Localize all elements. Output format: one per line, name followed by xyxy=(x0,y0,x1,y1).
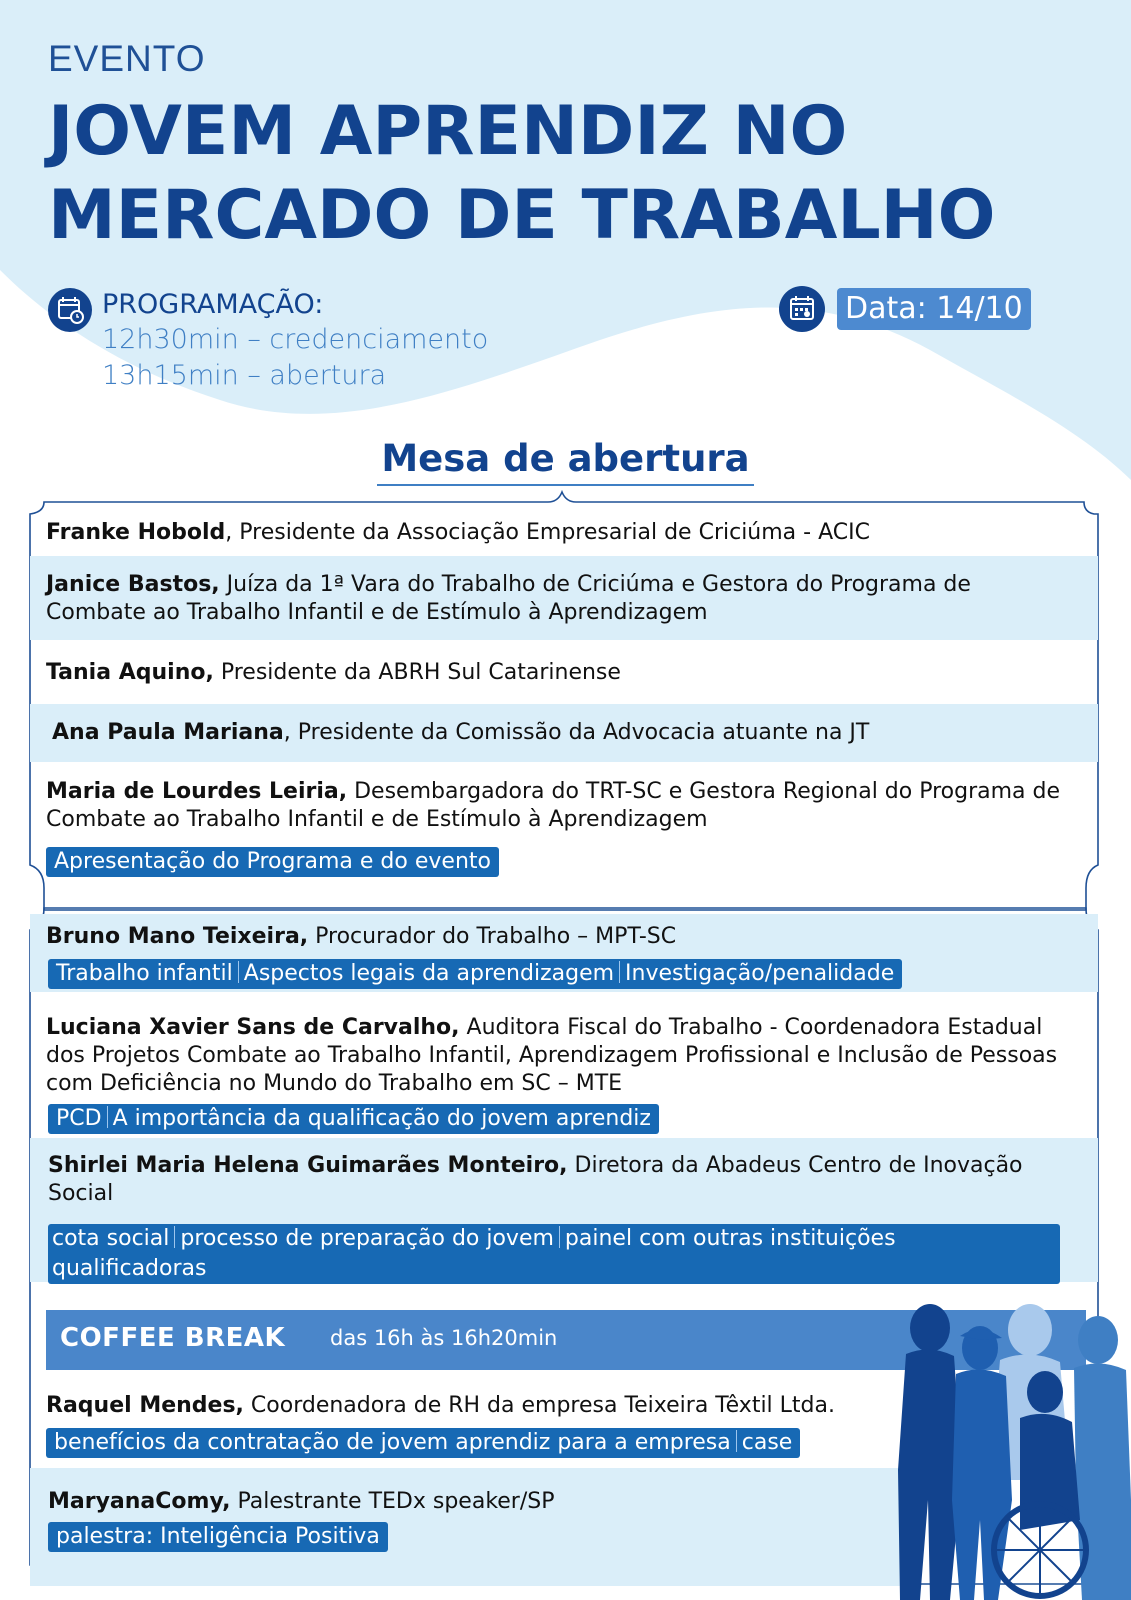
speaker-text xyxy=(46,1014,1076,1098)
topic-tag: cota social xyxy=(52,1226,170,1251)
speaker-text xyxy=(46,571,1076,627)
topic-tags xyxy=(48,1224,1060,1284)
event-title-line-1: JOVEM APRENDIZ NO xyxy=(48,92,848,171)
speaker-text xyxy=(46,659,1076,687)
speaker-role: Juíza da 1ª Vara do Trabalho de Criciúma e Gestora do Programa de Combate ao Trabalho Infantil e de Estímulo à Aprendizagem xyxy=(46,572,971,625)
speaker-role: Diretora da Abadeus Centro de Inovação Social xyxy=(48,1153,1023,1206)
calendar-clock-icon xyxy=(48,288,92,332)
topic-tag: Investigação/penalidade xyxy=(625,961,895,986)
coffee-break-title: COFFEE BREAK xyxy=(60,1323,286,1353)
speaker-row-ana-paula xyxy=(30,704,1098,762)
topic-tags xyxy=(48,1522,388,1552)
speaker-text xyxy=(48,1152,1076,1208)
speaker-name: Bruno Mano Teixeira, xyxy=(46,924,309,949)
schedule-item-abertura: 13h15min – abertura xyxy=(102,360,387,391)
topic-tags xyxy=(46,847,499,877)
topic-tag: PCD xyxy=(56,1106,102,1131)
speaker-text xyxy=(46,778,1076,834)
calendar-icon xyxy=(779,286,825,332)
speaker-row-janice xyxy=(30,556,1098,640)
topic-tag: palestra: Inteligência Positiva xyxy=(56,1524,380,1549)
speaker-role: Presidente da ABRH Sul Catarinense xyxy=(213,660,621,685)
speaker-role: Palestrante TEDx speaker/SP xyxy=(230,1489,555,1514)
event-title-line-2: MERCADO DE TRABALHO xyxy=(48,176,996,255)
speaker-text xyxy=(52,719,1076,747)
event-date: Data: 14/10 xyxy=(837,288,1031,330)
section-title xyxy=(0,437,1131,486)
speaker-row-luciana xyxy=(30,1004,1098,1138)
people-silhouettes-icon xyxy=(870,1300,1131,1600)
speaker-name: Ana Paula Mariana xyxy=(52,720,284,745)
topic-tags xyxy=(48,1104,659,1134)
speaker-row-bruno xyxy=(30,914,1098,992)
topic-tags xyxy=(46,1428,800,1458)
speaker-row-maryana xyxy=(30,1468,910,1586)
speaker-row-shirlei xyxy=(30,1138,1098,1282)
speaker-role: Procurador do Trabalho – MPT-SC xyxy=(308,924,677,949)
topic-tags xyxy=(48,959,902,989)
schedule-title: PROGRAMAÇÃO: xyxy=(102,289,324,320)
speaker-name: Raquel Mendes, xyxy=(46,1393,244,1418)
coffee-break-time: das 16h às 16h20min xyxy=(330,1326,558,1350)
speaker-role: Desembargadora do TRT-SC e Gestora Regional do Programa de Combate ao Trabalho Infantil e de Estímulo à Aprendizagem xyxy=(46,779,1061,832)
topic-tag: Trabalho infantil xyxy=(56,961,233,986)
speaker-role: Coordenadora de RH da empresa Teixeira Têxtil Ltda. xyxy=(243,1393,835,1418)
speaker-name: Janice Bastos, xyxy=(46,572,220,597)
topic-tag: painel com outras instituições qualificadoras xyxy=(52,1226,896,1281)
speaker-row-maria xyxy=(30,764,1098,884)
speaker-row-tania xyxy=(30,642,1098,702)
speaker-name: MaryanaComy, xyxy=(48,1489,231,1514)
speaker-name: Luciana Xavier Sans de Carvalho, xyxy=(46,1015,460,1040)
speaker-name: Tania Aquino, xyxy=(46,660,214,685)
event-header xyxy=(48,38,995,258)
speaker-role: , Presidente da Associação Empresarial de Criciúma - ACIC xyxy=(225,520,870,545)
speaker-name: Shirlei Maria Helena Guimarães Monteiro, xyxy=(48,1153,568,1178)
speaker-name: Maria de Lourdes Leiria, xyxy=(46,779,348,804)
topic-tag: processo de preparação do jovem xyxy=(180,1226,554,1251)
event-title xyxy=(48,90,995,258)
topic-tag: case xyxy=(741,1430,793,1455)
event-kicker: EVENTO xyxy=(48,38,206,79)
speaker-name: Franke Hobold xyxy=(46,520,226,545)
schedule-item-credenciamento: 12h30min – credenciamento xyxy=(102,324,489,355)
speaker-text xyxy=(48,1488,888,1516)
mesa-title: Mesa de abertura xyxy=(377,437,753,486)
speaker-text xyxy=(46,923,1076,951)
topic-tag: Aspectos legais da aprendizagem xyxy=(243,961,615,986)
speaker-role: , Presidente da Comissão da Advocacia atuante na JT xyxy=(283,720,870,745)
topic-tag: Apresentação do Programa e do evento xyxy=(54,849,491,874)
speaker-text xyxy=(46,519,1076,547)
topic-tag: benefícios da contratação de jovem aprendiz para a empresa xyxy=(54,1430,731,1455)
speaker-row-franke xyxy=(30,510,1098,554)
speaker-role: Auditora Fiscal do Trabalho - Coordenadora Estadual dos Projetos Combate ao Trabalho Infantil, Aprendizagem Profissional e Inclusão de Pessoas com Deficiência no Mundo do Trabalho em SC – MTE xyxy=(46,1015,1058,1096)
topic-tag: A importância da qualificação do jovem aprendiz xyxy=(112,1106,651,1131)
